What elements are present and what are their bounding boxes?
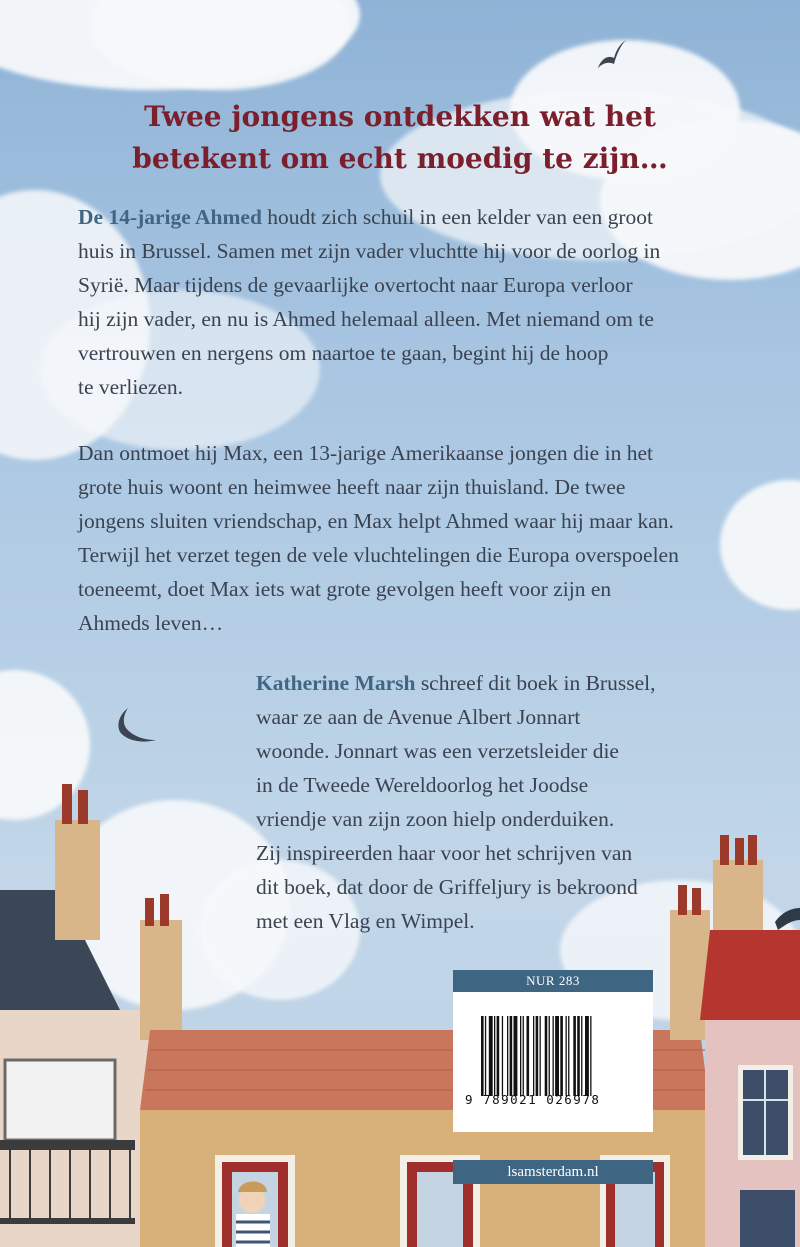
barcode-bar [540,1016,541,1096]
intro-paragraph [78,200,660,404]
paragraph-line: in de Tweede Wereldoorlog het Joodse [256,773,589,797]
barcode-bar [533,1016,534,1096]
barcode-bar [568,1016,569,1096]
paragraph-line: met een Vlag en Wimpel. [256,909,475,933]
bird-icon [112,704,160,748]
barcode-bar [489,1016,493,1096]
paragraph-line: Ahmeds leven… [78,611,224,635]
paragraph-line: Syrië. Maar tijdens de gevaarlijke overtocht naar Europa verloor [78,273,633,297]
nur-label: NUR 283 [453,970,653,992]
paragraph-line: hij zijn vader, en nu is Ahmed helemaal alleen. Met niemand om te [78,307,654,331]
paragraph-line: vriendje van zijn zoon hielp onderduiken. [256,807,615,831]
barcode-bar [566,1016,567,1096]
barcode-bar [514,1016,518,1096]
barcode-bar [510,1016,513,1096]
cloud [720,480,800,610]
barcode-bar [585,1016,589,1096]
paragraph-line: toeneemt, doet Max iets wat grote gevolgen heeft voor zijn en [78,577,612,601]
barcode-bar [555,1016,559,1096]
barcode-icon [473,1016,649,1096]
paragraph-line: dit boek, dat door de Griffeljury is bekroond [256,875,638,899]
paragraph-line [78,200,660,234]
barcode-bar [502,1016,503,1096]
headline [80,96,720,180]
paragraph-line: te verliezen. [78,375,184,399]
publisher-website: lsamsterdam.nl [453,1160,653,1184]
paragraph-line: grote huis woont en heimwee heeft naar zijn thuisland. De twee [78,475,626,499]
barcode-bar [577,1016,580,1096]
barcode-bar [553,1016,554,1096]
headline-line: betekent om echt moedig te zijn… [132,142,668,175]
barcode-bar [520,1016,521,1096]
barcode-bar [536,1016,539,1096]
barcode-bar [494,1016,495,1096]
barcode-bar [507,1016,508,1096]
author-paragraph [256,666,655,938]
barcode-bar [523,1016,524,1096]
headline-line: Twee jongens ontdekken wat het [144,100,656,133]
barcode-bar [527,1016,530,1096]
paragraph-line: Terwijl het verzet tegen de vele vluchtelingen die Europa overspoelen [78,543,679,567]
paragraph-line: Zij inspireerden haar voor het schrijven van [256,841,633,865]
paragraph-line: vertrouwen en nergens om naartoe te gaan, begint hij de hoop [78,341,609,365]
text-run: schreef dit boek in Brussel, [415,671,656,695]
paragraph-line: woonde. Jonnart was een verzetsleider die [256,739,619,763]
barcode-box [453,992,653,1132]
barcode-bar [481,1016,484,1096]
barcode-bar [581,1016,582,1096]
barcode-bar [497,1016,500,1096]
barcode-bar [549,1016,550,1096]
isbn-number: 9 789021 026978 [465,1092,601,1107]
highlight-phrase: De 14-jarige Ahmed [78,205,262,229]
barcode-bar [485,1016,486,1096]
barcode-bar [573,1016,576,1096]
paragraph-line: Dan ontmoet hij Max, een 13-jarige Amerikaanse jongen die in het [78,441,653,465]
barcode-bar [590,1016,591,1096]
barcode-panel [453,970,653,1185]
paragraph-line: jongens sluiten vriendschap, en Max helpt Ahmed waar hij maar kan. [78,509,674,533]
paragraph-line [256,666,655,700]
barcode-bar [560,1016,563,1096]
bird-icon [596,38,632,80]
paragraph-line: huis in Brussel. Samen met zijn vader vluchtte hij voor de oorlog in [78,239,661,263]
barcode-bar [545,1016,548,1096]
paragraph-line: waar ze aan de Avenue Albert Jonnart [256,705,581,729]
story-paragraph [78,436,679,640]
author-name: Katherine Marsh [256,671,416,695]
text-run: houdt zich schuil in een kelder van een groot [261,205,653,229]
